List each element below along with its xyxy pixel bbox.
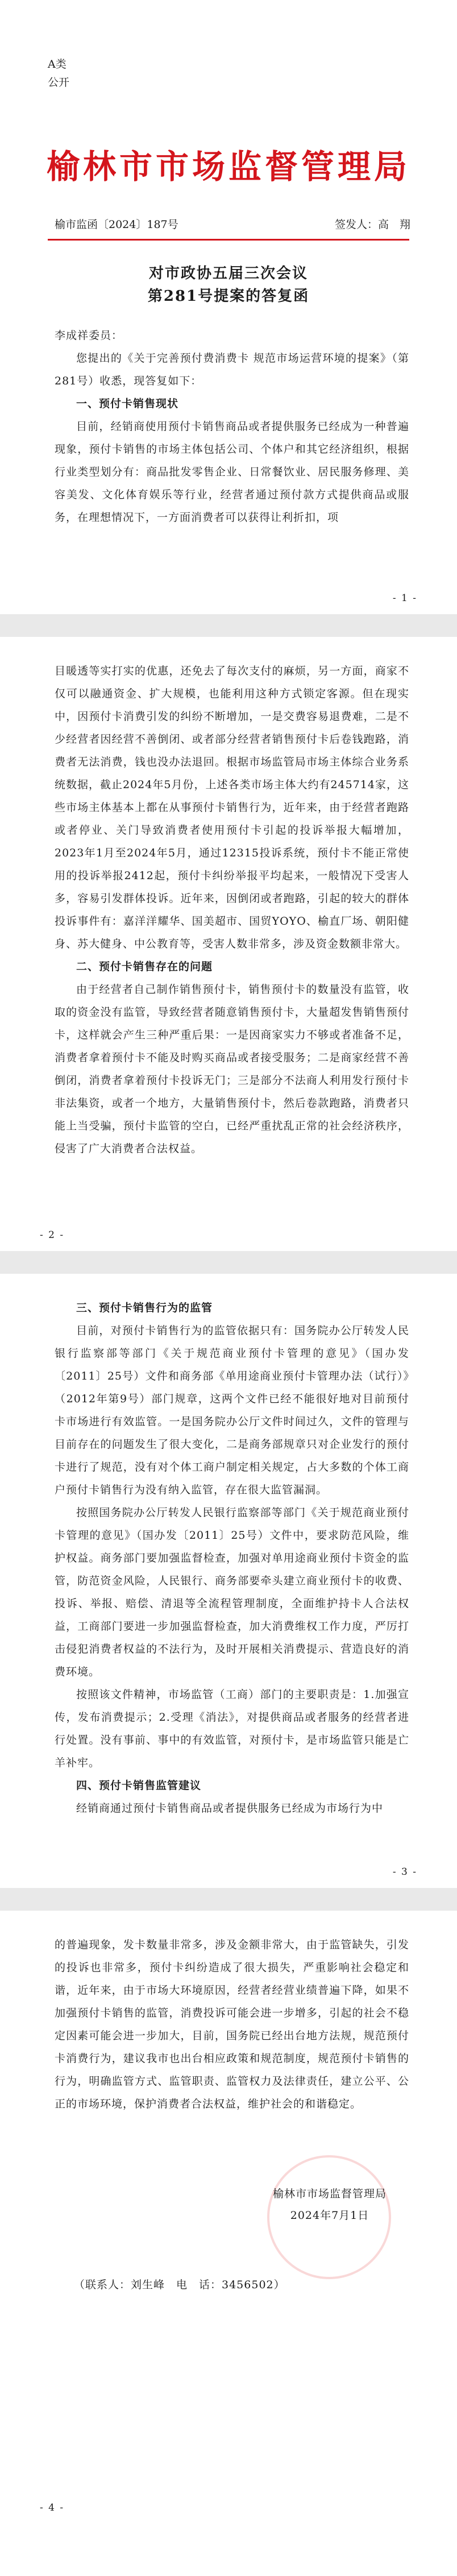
body-page-3 <box>55 1297 409 1820</box>
section-3-title: 三、预付卡销售行为的监管 <box>76 1302 213 1314</box>
paragraph-2: 由于经营者自己制作销售预付卡，销售预付卡的数量没有监管，收取的资金没有监管，导致经营者随意销售预付卡，大量超发售销售预付卡，这样就会产生三种严重后果：一是因商家实力不够或者准备不足，消费者拿着预付卡不能及时购买商品或者接受服务；二是商家经营不善倒闭，消费者拿着预付卡投诉无门；三是部分不法商人利用发行预付卡非法集资，或者一个地方，大量销售预付卡，然后卷款跑路，消费者只能上当受骗，预付卡监管的空白，已经严重扰乱正常的社会经济秩序，侵害了广大消费者合法权益。 <box>55 983 409 1155</box>
paragraph-3a: 目前，对预付卡销售行为的监管依据只有：国务院办公厅转发人民银行监察部等部门《关于规范商业预付卡管理的意见》（国办发〔2011〕25号）文件和商务部《单用途商业预付卡管理办法（试行）》（2012年第9号）部门规章，这两个文件已经不能很好地对目前预付卡市场进行有效监管。一是国务院办公厅文件时间过久，文件的管理与目前存在的问题发生了很大变化，二是商务部规章只对企业发行的预付卡进行了规范，没有对个体工商户制定相关规定，占大多数的个体工商户预付卡销售行为没有纳入监管，存在很大监管漏洞。 <box>55 1324 409 1496</box>
page-4 <box>0 1911 457 2576</box>
paragraph-3b: 按照国务院办公厅转发人民银行监察部等部门《关于规范商业预付卡管理的意见》（国办发〔2011〕25号）文件中，要求防范风险，维护权益。商务部门要加强监督检查，加强对单用途商业预付卡资金的监管，防范资金风险，人民银行、商务部要牵头建立商业预付卡的收费、投诉、举报、赔偿、清退等全流程管理制度，全面维护持卡人合法权益，工商部门要进一步加强监督检查，加大消费维权工作力度，严厉打击侵犯消费者权益的不法行为，及时开展相关消费提示、营造良好的消费环境。 <box>55 1506 409 1678</box>
page-number: - 2 - <box>40 1229 65 1241</box>
section-4-title: 四、预付卡销售监管建议 <box>76 1779 202 1792</box>
sign-org: 榆林市市场监督管理局 <box>272 2188 387 2200</box>
paragraph-1: 目前，经销商使用预付卡销售商品或者提供服务已经成为一种普遍现象，预付卡销售的市场主体包括公司、个体户和其它经济组织，根据行业类型划分有：商品批发零售企业、日常餐饮业、居民服务修理、美容美发、文化体育娱乐等行业，经营者通过预付款方式提供商品或服务，在理想情况下，一方面消费者可以获得让利折扣，项 <box>55 420 409 524</box>
classification-label: A类 <box>48 58 67 71</box>
body-page-1 <box>55 324 409 529</box>
signer: 签发人：高 翔 <box>334 218 410 231</box>
page-number: - 1 - <box>392 593 417 604</box>
page-1 <box>0 0 457 614</box>
page-number: - 3 - <box>392 1866 417 1878</box>
org-title: 榆林市市场监督管理局 <box>46 147 410 186</box>
paragraph-4-cont: 的普遍现象，发卡数量非常多，涉及金额非常大，由于监管缺失，引发的投诉也非常多，预付卡纠纷造成了很大损失，严重影响社会稳定和谐，近年来，由于市场大环境原因，经营者经营业绩普遍下降，如果不加强预付卡销售的监管，消费投诉可能会进一步增多，引起的社会不稳定因素可能会进一步加大，目前，国务院已经出台地方法规，规范预付卡消费行为，建议我市也出台相应政策和规范制度，规范预付卡销售的行为，明确监管方式、监管职责、监管权力及法律责任，建立公平、公正的市场环境，保护消费者合法权益，维护社会的和谐稳定。 <box>55 1939 409 2110</box>
paragraph-1-cont: 目暖透等实打实的优惠，还免去了每次支付的麻烦，另一方面，商家不仅可以融通资金、扩大规模，也能利用这种方式锁定客源。但在现实中，因预付卡消费引发的纠纷不断增加，一是交费容易退费难，二是不少经营者因经营不善倒闭、或者部分经营者销售预付卡后卷钱跑路，消费者无法消费，钱也没办法退回。根据市场监管局市场主体综合业务系统数据，截止2024年5月份，上述各类市场主体大约有245714家，这些市场主体基本上都在从事预付卡销售行为，近年来，由于经营者跑路或者停业、关门导致消费者使用预付卡引起的投诉举报大幅增加，2023年1月至2024年5月，通过12315投诉系统，预付卡不能正常使用的投诉举报2412起，预付卡纠纷举报平均起来，一般情况下受害人多，容易引发群体投诉。近年来，因倒闭或者跑路，引起的较大的群体投诉事件有：嘉洋洋耀华、国美超市、国贸YOYO、榆直厂场、朝阳健身、苏大健身、中公教育等，受害人数非常多，涉及资金数额非常大。 <box>55 665 409 950</box>
page-number: - 4 - <box>40 2502 65 2513</box>
salutation: 李成祥委员： <box>55 329 123 342</box>
disclosure-label: 公开 <box>48 76 70 89</box>
paragraph-4: 经销商通过预付卡销售商品或者提供服务已经成为市场行为中 <box>76 1802 384 1815</box>
section-1-title: 一、预付卡销售现状 <box>76 397 179 410</box>
intro-paragraph: 您提出的《关于完善预付费消费卡 规范市场运营环境的提案》（第281号）收悉，现答复如下： <box>55 352 409 387</box>
doc-title-line2: 第281号提案的答复函 <box>147 288 310 305</box>
sign-date: 2024年7月1日 <box>290 2209 369 2222</box>
body-page-4 <box>55 1933 409 2115</box>
contact-line: （联系人：刘生峰 电 话：3456502） <box>74 2279 285 2291</box>
doc-title-line1: 对市政协五届三次会议 <box>148 265 308 282</box>
doc-number: 榆市监函〔2024〕187号 <box>55 218 178 231</box>
body-page-2 <box>55 660 409 1160</box>
page-2 <box>0 637 457 1251</box>
page-3 <box>0 1274 457 1888</box>
section-2-title: 二、预付卡销售存在的问题 <box>76 960 213 973</box>
red-divider <box>48 239 409 241</box>
paragraph-3c: 按照该文件精神，市场监管（工商）部门的主要职责是：1.加强宣传，发布消费提示；2.受理《消法》，对提供商品或者服务的经营者进行处置。没有事前、事中的有效监管，对预付卡，是市场监管只能是亡羊补牢。 <box>55 1688 409 1769</box>
